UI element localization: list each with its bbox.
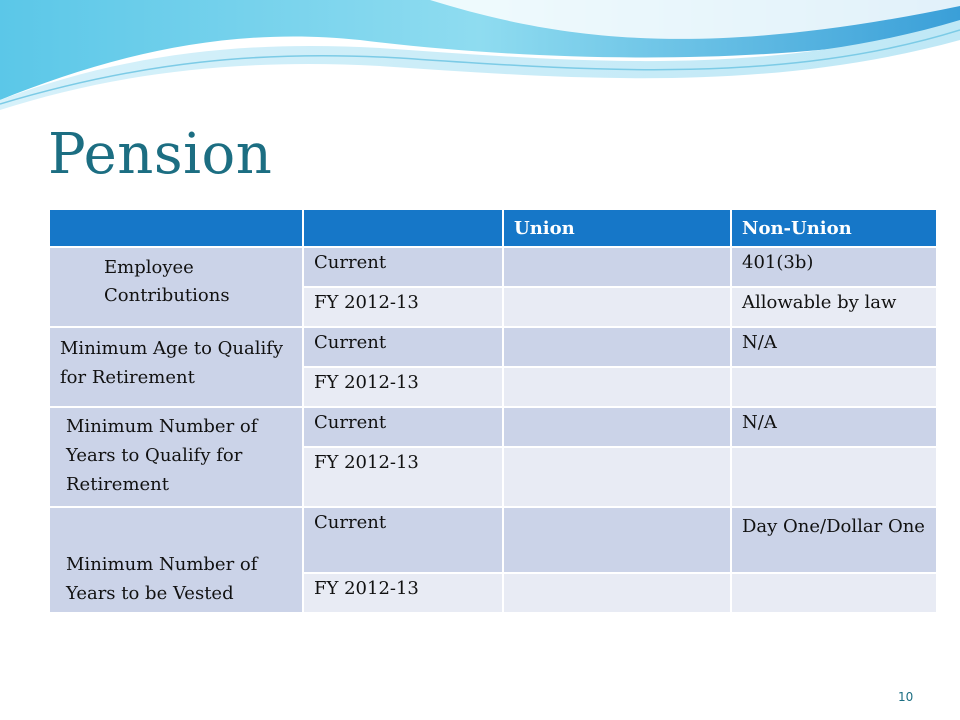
period-cell: Current bbox=[303, 247, 503, 287]
non-union-cell bbox=[731, 447, 937, 507]
row-label-text: Minimum Number of Years to Qualify for Retirement bbox=[66, 416, 258, 495]
header-cell-blank bbox=[303, 209, 503, 247]
row-label-text: Minimum Age to Qualify for Retirement bbox=[60, 338, 284, 388]
row-label-text: Minimum Number of Years to be Vested bbox=[66, 554, 258, 604]
non-union-cell: Day One/Dollar One bbox=[731, 507, 937, 573]
row-label-minimum-age bbox=[49, 327, 303, 407]
period-cell: Current bbox=[303, 327, 503, 367]
union-cell bbox=[503, 247, 731, 287]
table-row bbox=[49, 327, 937, 367]
row-label-years-to-vest bbox=[49, 507, 303, 613]
header-cell-union: Union bbox=[503, 209, 731, 247]
non-union-cell bbox=[731, 367, 937, 407]
slide-title: Pension bbox=[48, 122, 273, 187]
pension-table bbox=[48, 208, 938, 614]
header-cell-non-union: Non-Union bbox=[731, 209, 937, 247]
decorative-wave-banner bbox=[0, 0, 960, 120]
union-cell bbox=[503, 327, 731, 367]
row-label-years-to-qualify bbox=[49, 407, 303, 507]
union-cell bbox=[503, 367, 731, 407]
period-cell: FY 2012-13 bbox=[303, 287, 503, 327]
non-union-cell: N/A bbox=[731, 327, 937, 367]
union-cell bbox=[503, 573, 731, 613]
period-cell: FY 2012-13 bbox=[303, 573, 503, 613]
table-header-row bbox=[49, 209, 937, 247]
table-row bbox=[49, 247, 937, 287]
union-cell bbox=[503, 287, 731, 327]
non-union-cell: Allowable by law bbox=[731, 287, 937, 327]
period-cell: Current bbox=[303, 407, 503, 447]
page-number: 10 bbox=[898, 690, 914, 704]
non-union-cell bbox=[731, 573, 937, 613]
union-cell bbox=[503, 507, 731, 573]
table-row bbox=[49, 407, 937, 447]
union-cell bbox=[503, 447, 731, 507]
table-row bbox=[49, 507, 937, 573]
non-union-cell: 401(3b) bbox=[731, 247, 937, 287]
row-label-employee-contributions bbox=[49, 247, 303, 327]
union-cell bbox=[503, 407, 731, 447]
header-cell-blank bbox=[49, 209, 303, 247]
non-union-cell: N/A bbox=[731, 407, 937, 447]
period-cell: FY 2012-13 bbox=[303, 447, 503, 507]
row-label-text: Employee Contributions bbox=[104, 257, 230, 306]
period-cell: Current bbox=[303, 507, 503, 573]
period-cell: FY 2012-13 bbox=[303, 367, 503, 407]
